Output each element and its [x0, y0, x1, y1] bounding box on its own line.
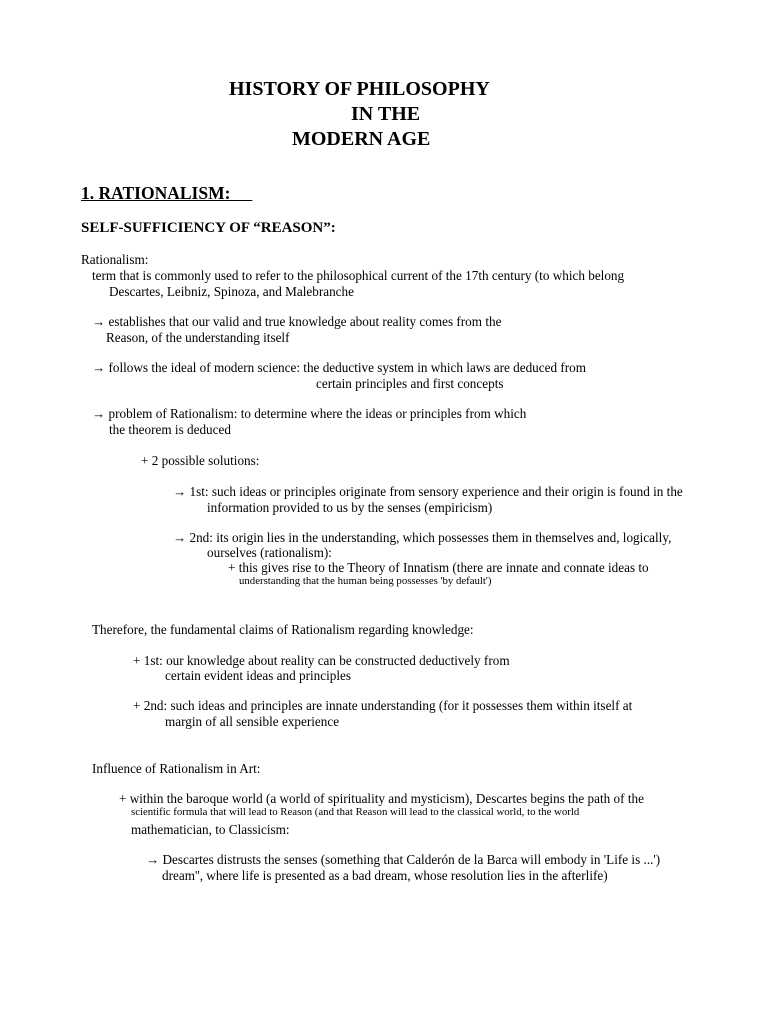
solution-2-line-2: ourselves (rationalism):: [207, 545, 332, 560]
claims-intro: Therefore, the fundamental claims of Rationalism regarding knowledge:: [92, 622, 474, 637]
bullet-2-line-1: → follows the ideal of modern science: the deductive system in which laws are deduced from: [92, 360, 587, 375]
solution-2-sub-line-2: understanding that the human being possesses 'by default'): [239, 575, 492, 587]
section-heading-text: 1. RATIONALISM:: [81, 183, 231, 203]
title-line-1: HISTORY OF PHILOSOPHY: [229, 78, 490, 100]
claim-2-line-1: + 2nd: such ideas and principles are innate understanding (for it possesses them within itself at: [133, 698, 633, 713]
title-line-2: IN THE: [351, 103, 421, 125]
solutions-label: + 2 possible solutions:: [141, 453, 260, 468]
solution-2-line-1: → 2nd: its origin lies in the understanding, which possesses them in themselves and, logically,: [173, 530, 672, 545]
solution-2-sub-line-1: + this gives rise to the Theory of Innatism (there are innate and connate ideas to: [228, 560, 649, 575]
claim-2-line-2: margin of all sensible experience: [165, 714, 340, 729]
art-point-1-line-1: + within the baroque world (a world of spirituality and mysticism), Descartes begins the path of the: [119, 791, 644, 806]
art-point-1-line-2: scientific formula that will lead to Reason (and that Reason will lead to the classical world, to the world: [131, 806, 580, 818]
solution-1-line-1: → 1st: such ideas or principles originate from sensory experience and their origin is found in the: [173, 484, 683, 499]
bullet-1-line-1: → establishes that our valid and true knowledge about reality comes from the: [92, 314, 502, 329]
bullet-1-line-2: Reason, of the understanding itself: [106, 330, 290, 345]
title-line-3: MODERN AGE: [292, 128, 431, 150]
section-heading: [81, 182, 252, 204]
definition-label: Rationalism:: [81, 252, 149, 267]
art-intro: Influence of Rationalism in Art:: [92, 761, 261, 776]
definition-line-1: term that is commonly used to refer to the philosophical current of the 17th century (to which belong: [92, 268, 625, 283]
bullet-3-line-1: → problem of Rationalism: to determine where the ideas or principles from which: [92, 406, 527, 421]
claim-1-line-2: certain evident ideas and principles: [165, 668, 352, 683]
art-point-2-line-2: dream'', where life is presented as a bad dream, whose resolution lies in the afterlife): [162, 868, 608, 883]
solution-1-line-2: information provided to us by the senses (empiricism): [207, 500, 493, 515]
art-point-1-line-3: mathematician, to Classicism:: [131, 822, 290, 837]
art-point-2-line-1: → Descartes distrusts the senses (something that Calderón de la Barca will embody in 'Life is ...'): [146, 852, 661, 867]
bullet-3-line-2: the theorem is deduced: [109, 422, 231, 437]
claim-1-line-1: + 1st: our knowledge about reality can be constructed deductively from: [133, 653, 510, 668]
section-subheading: SELF-SUFFICIENCY OF “REASON”:: [81, 220, 336, 236]
definition-line-2: Descartes, Leibniz, Spinoza, and Malebranche: [109, 284, 354, 299]
bullet-2-line-2: certain principles and first concepts: [316, 376, 504, 391]
